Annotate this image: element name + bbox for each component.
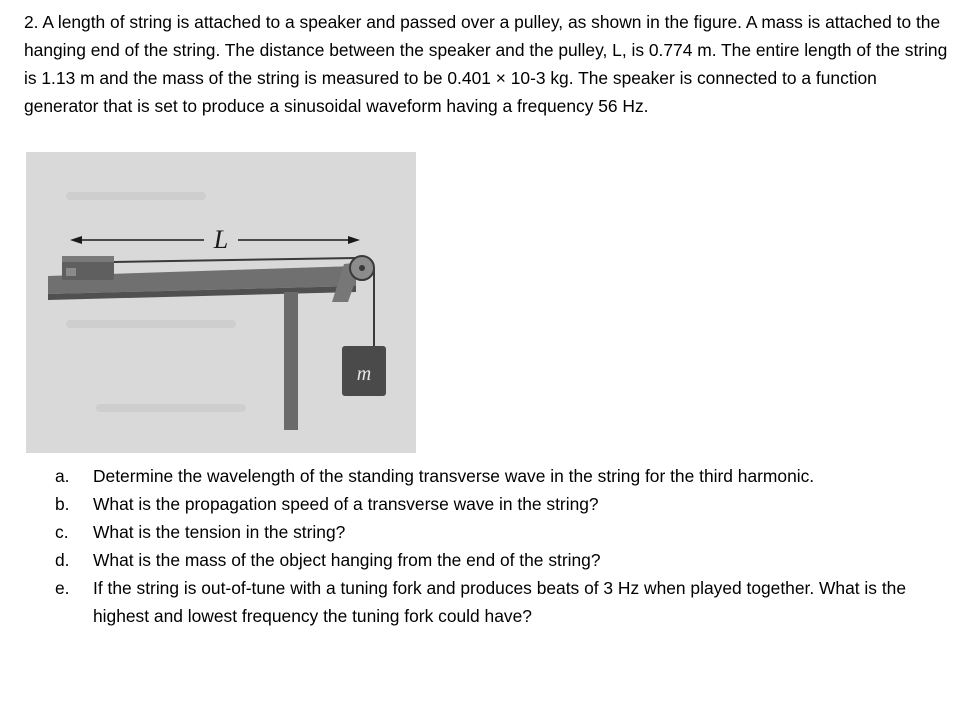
question-item [55,546,935,574]
question-marker: e. [55,578,70,598]
question-text: What is the propagation speed of a transverse wave in the string? [93,494,599,514]
question-marker: d. [55,550,70,570]
question-item [55,518,935,546]
question-list [55,462,935,630]
question-item [55,574,935,630]
pulley-wheel [350,256,374,280]
question-item [55,462,935,490]
string-horizontal [114,258,356,262]
speaker-pulley-figure [26,152,416,453]
question-marker: a. [55,466,70,486]
question-item [55,490,935,518]
question-text: Determine the wavelength of the standing transverse wave in the string for the third harmonic. [93,466,815,486]
length-label: L [213,225,229,254]
table-leg [284,292,298,430]
question-text: What is the tension in the string? [93,522,346,542]
problem-statement: 2. A length of string is attached to a speaker and passed over a pulley, as shown in the figure. A mass is attached to the hanging end of the string. The distance between the speaker and the pulley, L, is 0.774 m. The entire length of the string is 1.13 m and the mass of the string is measured to be 0.401 × 10-3 kg. The speaker is connected to a function generator that is set to produce a sinusoidal waveform having a frequency 56 Hz. [24,12,948,116]
question-marker: c. [55,522,69,542]
mass-label: m [356,363,372,385]
figure-drawing [26,152,416,453]
speaker [62,256,114,280]
question-marker: b. [55,494,70,514]
question-text: If the string is out-of-tune with a tuning fork and produces beats of 3 Hz when played together. What is the highest and lowest frequency the tuning fork could have? [93,578,906,626]
question-text: What is the mass of the object hanging from the end of the string? [93,550,601,570]
